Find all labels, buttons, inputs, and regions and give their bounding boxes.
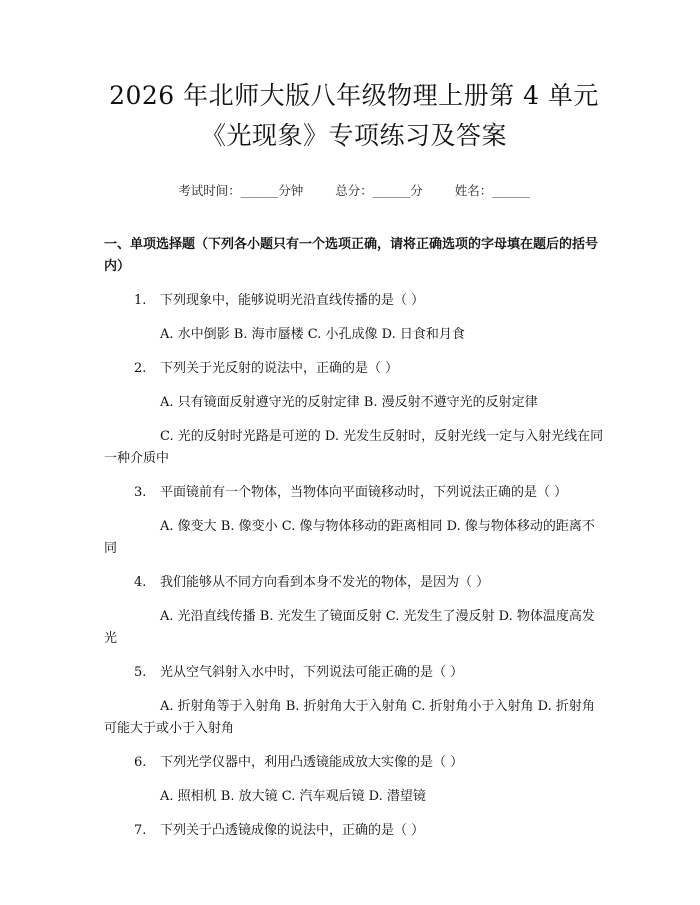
question-number: 1. (134, 293, 147, 308)
question-item (104, 820, 604, 842)
exam-time: 考试时间：______分钟 (178, 183, 304, 198)
section-heading: 一、单项选择题（下列各小题只有一个选项正确，请将正确选项的字母填在题后的括号内） (104, 237, 599, 274)
question-options: A. 光沿直线传播 B. 光发生了镜面反射 C. 光发生了漫反射 D. 物体温度高发光 (104, 609, 595, 646)
question-item (104, 290, 604, 312)
question-options: C. 光的反射时光路是可逆的 D. 光发生反射时，反射光线一定与入射光线在同一种介质中 (104, 429, 604, 466)
question-number: 2. (134, 361, 147, 376)
question-item (104, 662, 604, 684)
question-number: 4. (134, 575, 147, 590)
page-title (104, 76, 604, 156)
question-text: 下列关于光反射的说法中，正确的是（ ） (160, 361, 399, 376)
question-text: 我们能够从不同方向看到本身不发光的物体，是因为（ ） (160, 575, 490, 590)
question-item (104, 572, 604, 594)
question-text: 下列光学仪器中，利用凸透镜能成放大实像的是（ ） (160, 755, 464, 770)
exam-meta (104, 182, 604, 200)
question-item (104, 752, 604, 774)
question-text: 下列关于凸透镜成像的说法中，正确的是（ ） (160, 823, 425, 838)
question-number: 6. (134, 755, 147, 770)
title-line-1: 2026 年北师大版八年级物理上册第 4 单元 (109, 81, 599, 110)
question-number: 7. (134, 823, 147, 838)
question-options: A. 只有镜面反射遵守光的反射定律 B. 漫反射不遵守光的反射定律 (160, 395, 538, 410)
question-number: 3. (134, 485, 147, 500)
title-line-2: 《光现象》专项练习及答案 (200, 121, 507, 150)
question-options: A. 照相机 B. 放大镜 C. 汽车观后镜 D. 潜望镜 (160, 789, 426, 804)
question-text: 平面镜前有一个物体，当物体向平面镜移动时，下列说法正确的是（ ） (160, 485, 568, 500)
question-number: 5. (134, 665, 147, 680)
exam-name: 姓名：______ (454, 183, 530, 198)
question-item (104, 482, 604, 504)
question-options: A. 水中倒影 B. 海市蜃楼 C. 小孔成像 D. 日食和月食 (160, 327, 465, 342)
question-options: A. 折射角等于入射角 B. 折射角大于入射角 C. 折射角小于入射角 D. 折射角可能大于或小于入射角 (104, 699, 595, 736)
question-options: A. 像变大 B. 像变小 C. 像与物体移动的距离相同 D. 像与物体移动的距离不同 (104, 519, 595, 556)
exam-score: 总分：______分 (335, 183, 423, 198)
question-list (104, 290, 604, 842)
question-text: 下列现象中，能够说明光沿直线传播的是（ ） (160, 293, 425, 308)
question-text: 光从空气斜射入水中时，下列说法可能正确的是（ ） (160, 665, 464, 680)
question-item (104, 358, 604, 380)
